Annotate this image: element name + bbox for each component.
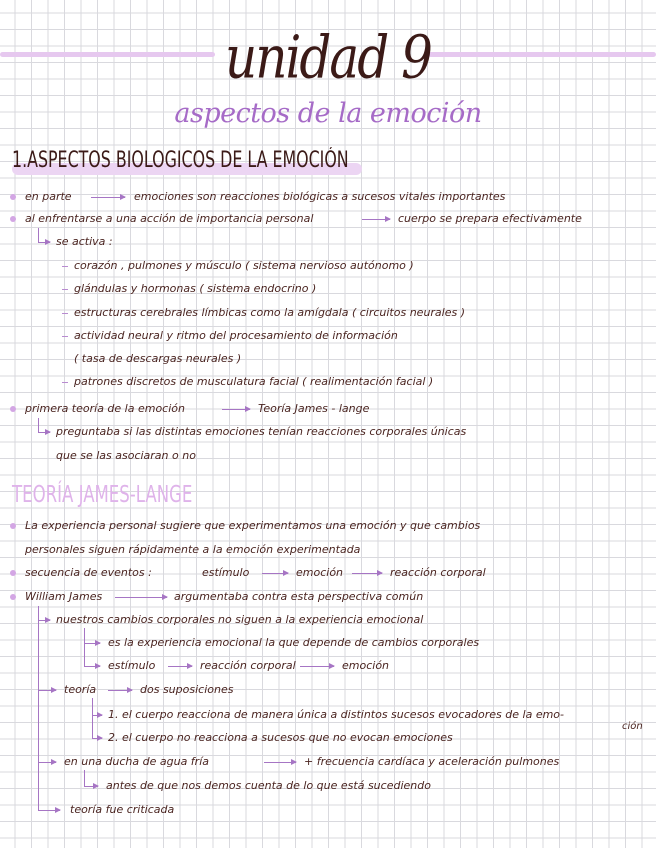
dash-bullet <box>62 382 68 383</box>
dash-bullet <box>62 336 68 337</box>
dash-bullet <box>62 313 68 314</box>
note-line: cuerpo se prepara efectivamente <box>398 212 582 225</box>
arrow-icon <box>115 597 167 598</box>
note-line: primera teoría de la emoción <box>25 402 185 415</box>
note-line: William James <box>25 590 103 603</box>
arrow-icon <box>38 690 56 691</box>
dash-bullet <box>62 266 68 267</box>
note-line: 2. el cuerpo no reacciona a sucesos que no evocan emociones <box>108 731 453 744</box>
note-line: emoción <box>342 659 390 672</box>
note-line: en parte <box>25 190 72 203</box>
note-line: es la experiencia emocional la que depende de cambios corporales <box>108 636 480 649</box>
note-line: teoría <box>64 683 97 696</box>
note-line: personales siguen rápidamente a la emoción experimentada <box>25 543 361 556</box>
bullet <box>10 594 16 600</box>
note-line: emoción <box>296 566 344 579</box>
arrow-icon <box>38 620 50 621</box>
bullet <box>10 194 16 200</box>
arrow-icon <box>38 242 50 243</box>
arrow-icon <box>362 219 390 220</box>
bullet <box>10 523 16 529</box>
note-line: emociones son reacciones biológicas a sucesos vitales importantes <box>134 190 506 203</box>
note-line: nuestros cambios corporales no siguen a la experiencia emocional <box>56 613 424 626</box>
page-subtitle: aspectos de la emoción <box>174 98 482 129</box>
arrow-icon <box>84 786 98 787</box>
arrow-icon <box>264 762 296 763</box>
note-line: corazón , pulmones y músculo ( sistema nervioso autónomo ) <box>74 259 414 272</box>
arrow-icon <box>222 409 250 410</box>
arrow-icon <box>92 715 102 716</box>
arrow-icon <box>92 738 102 739</box>
arrow-icon <box>84 666 100 667</box>
arrow-icon <box>38 810 60 811</box>
note-line: patrones discretos de musculatura facial ( realimentación facial ) <box>74 375 434 388</box>
section-heading-james-lange: TEORÍA JAMES-LANGE <box>12 482 193 508</box>
note-line: que se las asociaran o no <box>56 449 196 462</box>
note-line: dos suposiciones <box>140 683 234 696</box>
branch-line <box>38 228 39 242</box>
note-line: actividad neural y ritmo del procesamiento de información <box>74 329 398 342</box>
note-line: teoría fue criticada <box>70 803 175 816</box>
branch-line <box>84 628 85 666</box>
note-line: estructuras cerebrales límbicas como la amígdala ( circuitos neurales ) <box>74 306 466 319</box>
page-title: unidad 9 <box>225 23 431 92</box>
section-heading-biological: 1.ASPECTOS BIOLOGICOS DE LA EMOCIÓN <box>12 148 349 173</box>
branch-line <box>38 418 39 432</box>
arrow-icon <box>300 666 334 667</box>
note-line: al enfrentarse a una acción de importancia personal <box>25 212 314 225</box>
branch-line <box>38 762 39 810</box>
bullet <box>10 570 16 576</box>
note-line: argumentaba contra esta perspectiva común <box>174 590 424 603</box>
arrow-icon <box>352 573 382 574</box>
note-line: + frecuencia cardíaca y aceleración pulmones <box>304 755 560 768</box>
note-line: se activa : <box>56 235 113 248</box>
branch-line <box>84 770 85 786</box>
arrow-icon <box>168 666 192 667</box>
bullet <box>10 216 16 222</box>
arrow-icon <box>38 762 56 763</box>
arrow-icon <box>38 432 50 433</box>
arrow-icon <box>262 573 288 574</box>
arrow-icon <box>91 197 125 198</box>
note-line: Teoría James - lange <box>258 402 370 415</box>
branch-line <box>92 698 93 738</box>
note-line: antes de que nos demos cuenta de lo que está sucediendo <box>106 779 431 792</box>
note-line: reacción corporal <box>200 659 296 672</box>
note-line: secuencia de eventos : <box>25 566 152 579</box>
dash-bullet <box>62 289 68 290</box>
note-line: ción <box>622 721 643 732</box>
note-line: estímulo <box>202 566 250 579</box>
note-line: 1. el cuerpo reacciona de manera única a distintos sucesos evocadores de la emo- <box>108 708 565 721</box>
note-line: en una ducha de agua fría <box>64 755 209 768</box>
note-line: reacción corporal <box>390 566 486 579</box>
note-line: glándulas y hormonas ( sistema endocrino ) <box>74 282 317 295</box>
branch-line <box>38 606 39 762</box>
arrow-icon <box>84 643 100 644</box>
note-line: preguntaba si las distintas emociones tenían reacciones corporales únicas <box>56 425 467 438</box>
bullet <box>10 406 16 412</box>
note-line: La experiencia personal sugiere que experimentamos una emoción y que cambios <box>25 519 481 532</box>
note-line: ( tasa de descargas neurales ) <box>74 352 242 365</box>
note-line: estímulo <box>108 659 156 672</box>
arrow-icon <box>108 690 132 691</box>
